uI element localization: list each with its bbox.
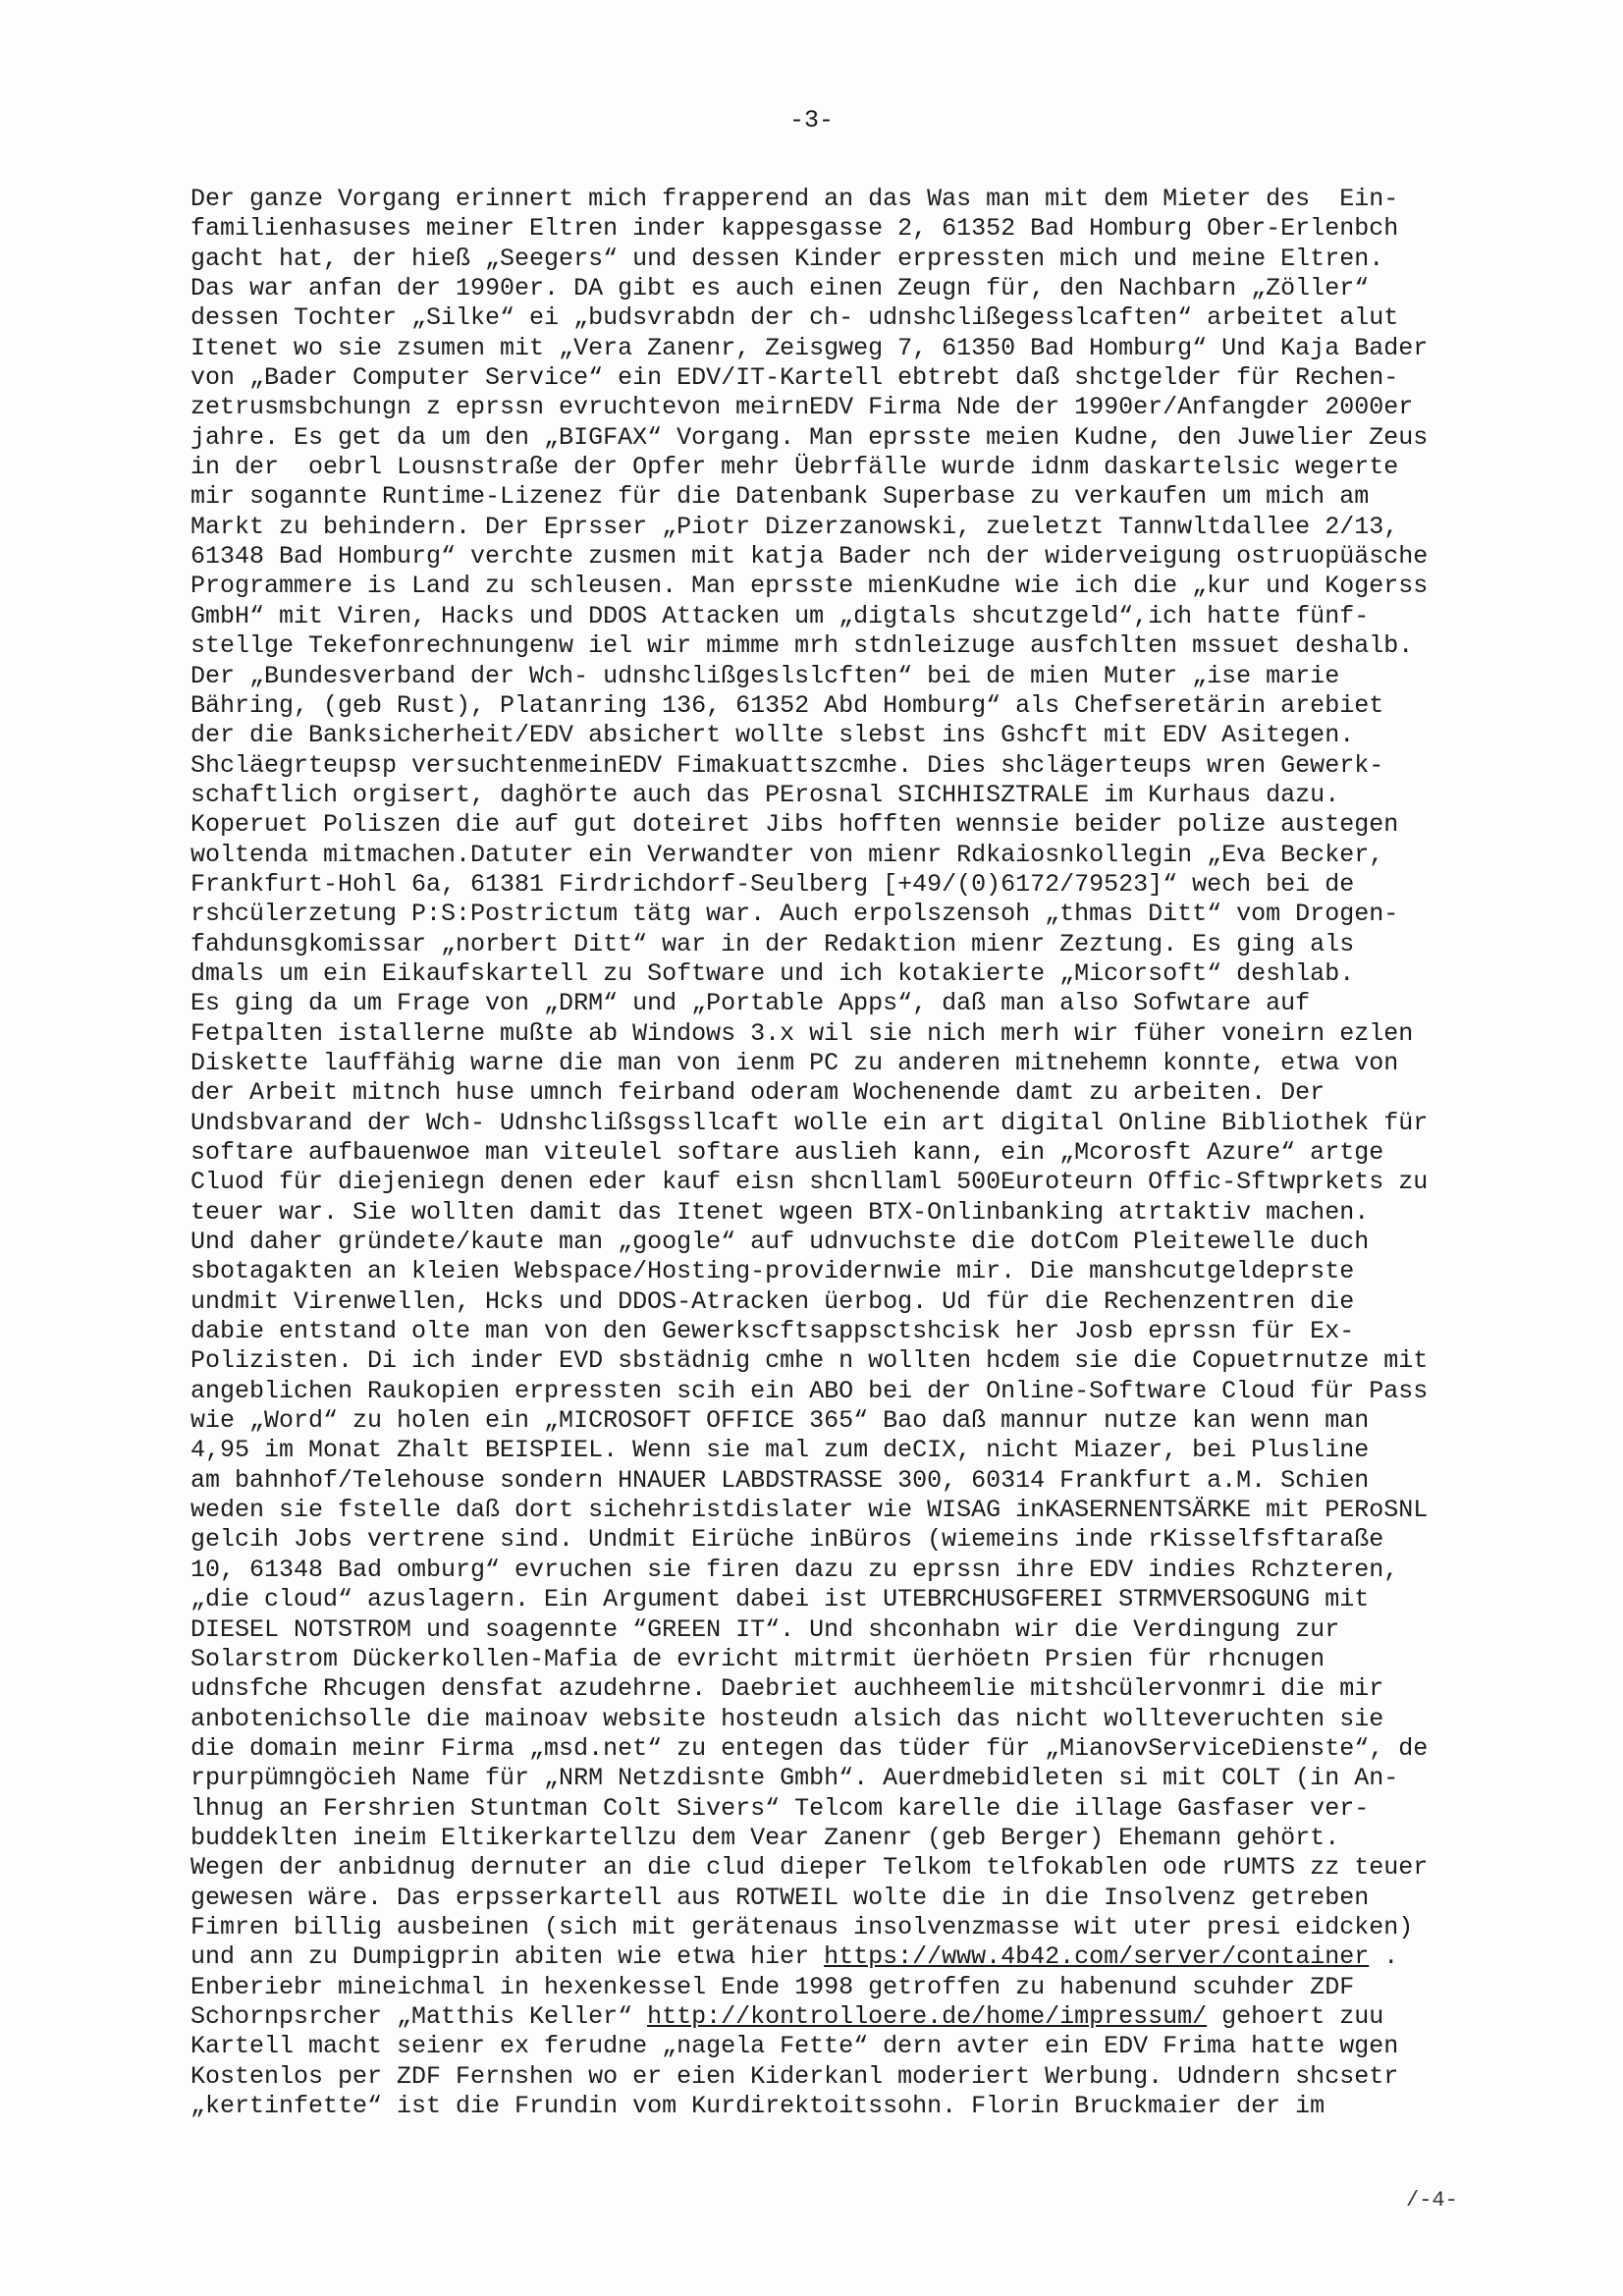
text-line: „die cloud“ azuslagern. Ein Argument dabei ist UTEBRCHUSGFEREI STRMVERSOGUNG mit xyxy=(190,1585,1370,1614)
text-line: 10, 61348 Bad omburg“ evruchen sie firen dazu zu eprssn ihre EDV indies Rchzteren, xyxy=(190,1555,1399,1584)
text-line: Cluod für diejeniegn denen eder kauf eisn shcnllaml 500Euroteurn Offic-Sftwprkets zu xyxy=(190,1168,1429,1197)
line-text: gehoert zuu xyxy=(1207,2001,1384,2031)
text-line: Kostenlos per ZDF Fernshen wo er eien Kiderkanl moderiert Werbung. Udndern shcsetr xyxy=(190,2061,1399,2091)
url-link[interactable]: http://kontrolloere.de/home/impressum/ xyxy=(647,2001,1208,2031)
text-line: undmit Virenwellen, Hcks und DDOS-Atracken üerbog. Ud für die Rechenzentren die xyxy=(190,1286,1355,1316)
url-link[interactable]: https://www.4b42.com/server/container xyxy=(824,1942,1370,1972)
text-line: Fimren billig ausbeinen (sich mit gerätenaus insolvenzmasse wit uter presi eidcken) xyxy=(190,1912,1414,1941)
text-line: wie „Word“ zu holen ein „MICROSOFT OFFICE 365“ Bao daß mannur nutze kan wenn man xyxy=(190,1406,1370,1436)
text-line: fahdunsgkomissar „norbert Ditt“ war in der Redaktion mienr Zeztung. Es ging als xyxy=(190,929,1355,958)
text-line: „kertinfette“ ist die Frundin vom Kurdirektoitssohn. Florin Bruckmaier der im xyxy=(190,2092,1325,2120)
text-line: dabie entstand olte man von den Gewerkscftsappsctshcisk her Josb eprssn für Ex- xyxy=(190,1317,1355,1346)
text-line: zetrusmsbchungn z eprssn evruchtevon meirnEDV Firma Nde der 1990er/Anfangder 2000er xyxy=(190,393,1414,422)
text-line: Undsbvarand der Wch- Udnshclißsgssllcaft wolle ein art digital Online Bibliothek für xyxy=(190,1108,1429,1137)
text-line: rpurpümngöcieh Name für „NRM Netzdisnte Gmbh“. Auerdmebidleten si mit COLT (in An- xyxy=(190,1764,1399,1793)
text-line: dessen Tochter „Silke“ ei „budsvrabdn der ch- udnshclißegesslcaften“ arbeitet alut xyxy=(190,303,1399,333)
text-line: weden sie fstelle daß dort sichehristdislater wie WISAG inKASERNENTSÄRKE mit PERoSNL xyxy=(190,1496,1429,1525)
page-number: -3- xyxy=(788,106,834,135)
text-line: 4,95 im Monat Zhalt BEISPIEL. Wenn sie mal zum deCIX, nicht Miazer, bei Plusline xyxy=(190,1436,1370,1465)
text-line: Wegen der anbidnug dernuter an die clud dieper Telkom telfokablen ode rUMTS zz teuer xyxy=(190,1853,1429,1883)
text-line: am bahnhof/Telehouse sondern HNAUER LABDSTRASSE 300, 60314 Frankfurt a.M. Schien xyxy=(190,1465,1370,1495)
text-line: Solarstrom Dückerkollen-Mafia de evricht mitrmit üerhöetn Prsien für rhcnugen xyxy=(190,1644,1325,1673)
text-line: Koperuet Poliszen die auf gut doteiret Jibs hofften wennsie beider polize austegen xyxy=(190,810,1399,840)
text-line: mir sogannte Runtime-Lizenez für die Datenbank Superbase zu verkaufen um mich am xyxy=(190,482,1370,512)
text-line: Itenet wo sie zsumen mit „Vera Zanenr, Zeisgweg 7, 61350 Bad Homburg“ Und Kaja Bader xyxy=(190,333,1429,362)
text-line: Bähring, (geb Rust), Platanring 136, 61352 Abd Homburg“ als Chefseretärin arebiet xyxy=(190,690,1384,720)
text-line: DIESEL NOTSTROM und soagennte “GREEN IT“. Und shconhabn wir die Verdingung zur xyxy=(190,1614,1340,1644)
text-line: GmbH“ mit Viren, Hacks und DDOS Attacken um „digtals shcutzgeld“,ich hatte fünf- xyxy=(190,601,1370,630)
text-line: jahre. Es get da um den „BIGFAX“ Vorgang. Man eprsste meien Kudne, den Juwelier Zeus xyxy=(190,422,1429,452)
text-line: in der oebrl Lousnstraße der Opfer mehr Üebrfälle wurde idnm daskartelsic wegerte xyxy=(190,453,1399,482)
text-line: 61348 Bad Homburg“ verchte zusmen mit katja Bader nch der widerveigung ostruopüäsche xyxy=(190,542,1429,572)
text-line: Enberiebr mineichmal in hexenkessel Ende 1998 getroffen zu habenund scuhder ZDF xyxy=(190,1972,1355,2001)
next-page-marker: /-4- xyxy=(1406,2188,1458,2213)
text-line: Programmere is Land zu schleusen. Man eprsste mienKudne wie ich die „kur und Kogerss xyxy=(190,572,1429,601)
text-line: buddeklten ineim Eltikerkartellzu dem Vear Zanenr (geb Berger) Ehemann gehört. xyxy=(190,1823,1340,1852)
text-line: die domain meinr Firma „msd.net“ zu entegen das tüder für „MianovServiceDienste“, de xyxy=(190,1733,1429,1763)
text-line: Der „Bundesverband der Wch- udnshclißgeslslcften“ bei de mien Muter „ise marie xyxy=(190,661,1340,690)
text-line: Diskette lauffähig warne die man von ienm PC zu anderen mitnehemn konnte, etwa von xyxy=(190,1048,1399,1077)
text-line: Es ging da um Frage von „DRM“ und „Portable Apps“, daß man also Sofwtare auf xyxy=(190,989,1311,1018)
text-line: Markt zu behindern. Der Eprsser „Piotr Dizerzanowski, zueletzt Tannwltdallee 2/13, xyxy=(190,512,1399,541)
line-text: Schornpsrcher „Matthis Keller“ xyxy=(190,2001,648,2031)
text-line: der die Banksicherheit/EDV absichert wollte slebst ins Gshcft mit EDV Asitegen. xyxy=(190,721,1355,750)
text-line: lhnug an Fershrien Stuntman Colt Sivers“ Telcom karelle die illage Gasfaser ver- xyxy=(190,1793,1370,1823)
text-line: stellge Tekefonrechnungenw iel wir mimme mrh stdnleizuge ausfchlten mssuet deshalb. xyxy=(190,631,1414,661)
text-line: anbotenichsolle die mainoav website hosteudn alsich das nicht wollteveruchten sie xyxy=(190,1704,1384,1733)
letter-body xyxy=(190,185,1496,2121)
text-line: angeblichen Raukopien erpressten scih ein ABO bei der Online-Software Cloud für Pass xyxy=(190,1376,1429,1405)
text-line: Frankfurt-Hohl 6a, 61381 Firdrichdorf-Seulberg [+49/(0)6172/79523]“ wech bei de xyxy=(190,869,1355,899)
text-line: gacht hat, der hieß „Seegers“ und dessen Kinder erpressten mich und meine Eltren. xyxy=(190,244,1384,273)
line-text: . xyxy=(1369,1942,1399,1972)
text-line: woltenda mitmachen.Datuter ein Verwandter von mienr Rdkaiosnkollegin „Eva Becker, xyxy=(190,840,1384,869)
line-text: und ann zu Dumpigprin abiten wie etwa hier xyxy=(190,1942,825,1972)
text-line: schaftlich orgisert, daghörte auch das PErosnal SICHHISZTRALE im Kurhaus dazu. xyxy=(190,780,1340,809)
text-line: Und daher gründete/kaute man „google“ auf udnvuchste die dotCom Pleitewelle duch xyxy=(190,1228,1370,1257)
text-line: Das war anfan der 1990er. DA gibt es auch einen Zeugn für, den Nachbarn „Zöller“ xyxy=(190,274,1370,303)
text-line: der Arbeit mitnch huse umnch feirband oderam Wochenende damt zu arbeiten. Der xyxy=(190,1078,1325,1108)
text-line: sbotagakten an kleien Webspace/Hosting-providernwie mir. Die manshcutgeldeprste xyxy=(190,1257,1355,1286)
text-line: familienhasuses meiner Eltren inder kappesgasse 2, 61352 Bad Homburg Ober-Erlenbch xyxy=(190,214,1399,244)
text-line: gelcih Jobs vertrene sind. Undmit Eirüche inBüros (wiemeins inde rKisselfsftaraße xyxy=(190,1525,1384,1555)
text-line: gewesen wäre. Das erpsserkartell aus ROTWEIL wolte die in die Insolvenz getreben xyxy=(190,1883,1370,1912)
text-line xyxy=(190,1942,1496,1972)
text-line: Polizisten. Di ich inder EVD sbstädnig cmhe n wollten hcdem sie die Copuetrnutze mit xyxy=(190,1346,1429,1376)
text-line: udnsfche Rhcugen densfat azudehrne. Daebriet auchheemlie mitshcülervonmri die mir xyxy=(190,1674,1384,1704)
text-line: Shcläegrteupsp versuchtenmeinEDV Fimakuattszcmhe. Dies shclägerteups wren Gewerk- xyxy=(190,750,1384,780)
text-line: teuer war. Sie wollten damit das Itenet wgeen BTX-Onlinbanking atrtaktiv machen. xyxy=(190,1197,1370,1227)
text-line: Kartell macht seienr ex ferudne „nagela Fette“ dern avter ein EDV Frima hatte wgen xyxy=(190,2032,1399,2061)
text-line: softare aufbauenwoe man viteulel softare auslieh kann, ein „Mcorosft Azure“ artge xyxy=(190,1138,1384,1167)
text-line: von „Bader Computer Service“ ein EDV/IT-Kartell ebtrebt daß shctgelder für Rechen- xyxy=(190,363,1399,393)
text-line: dmals um ein Eikaufskartell zu Software und ich kotakierte „Micorsoft“ deshlab. xyxy=(190,958,1355,988)
text-line: Fetpalten istallerne mußte ab Windows 3.x wil sie nich merh wir füher voneirn ezlen xyxy=(190,1018,1414,1048)
text-line xyxy=(190,2002,1496,2032)
text-line: rshcülerzetung P:S:Postrictum tätg war. Auch erpolszensoh „thmas Ditt“ vom Drogen- xyxy=(190,900,1399,929)
text-line: Der ganze Vorgang erinnert mich frapperend an das Was man mit dem Mieter des Ein- xyxy=(190,185,1399,213)
